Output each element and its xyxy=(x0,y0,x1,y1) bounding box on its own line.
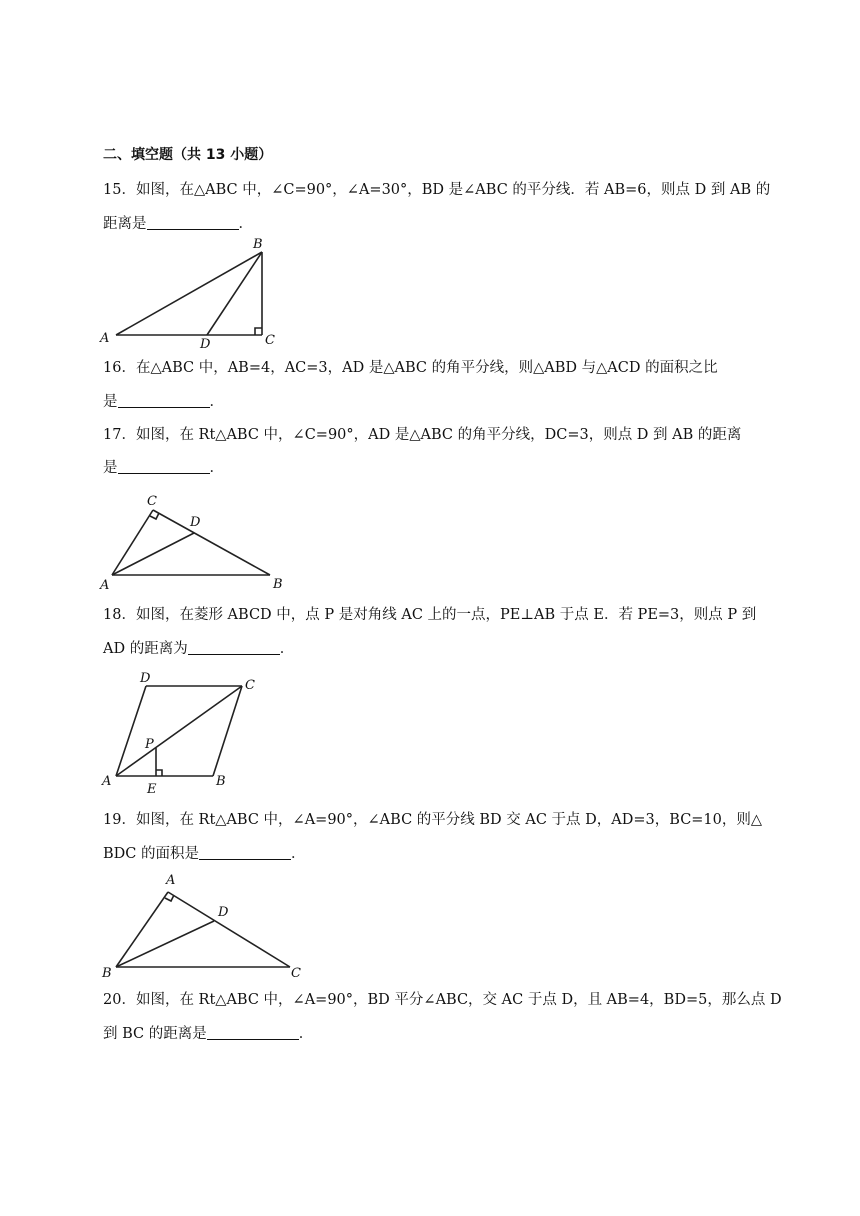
q15-segment-bd xyxy=(207,252,262,335)
q15-answer-blank[interactable] xyxy=(147,215,239,230)
q18-right-angle-mark xyxy=(156,770,162,776)
q15-text-line1: 15．如图，在△ABC 中，∠C=90°，∠A=30°，BD 是∠ABC 的平分线．若 AB=6，则点 D 到 AB 的 xyxy=(103,182,771,198)
q17-figure xyxy=(100,490,300,592)
q18-segment-bc xyxy=(213,686,242,776)
q15-segment-ab xyxy=(116,252,262,335)
q17-label-b: B xyxy=(273,577,283,592)
q17-suffix: ． xyxy=(209,460,224,476)
q17-text-line1: 17．如图，在 Rt△ABC 中，∠C=90°，AD 是△ABC 的角平分线，DC=3，则点 D 到 AB 的距离 xyxy=(103,427,742,443)
q18-text-line1: 18．如图，在菱形 ABCD 中，点 P 是对角线 AC 上的一点，PE⊥AB 于点 E．若 PE=3，则点 P 到 xyxy=(103,607,757,623)
q20-prefix: 到 BC 的距离是 xyxy=(103,1026,207,1042)
q18-segment-da xyxy=(116,686,146,776)
q15-label-a: A xyxy=(100,331,110,346)
q17-text-line2 xyxy=(103,458,224,478)
q15-figure xyxy=(100,234,290,350)
q16-prefix: 是 xyxy=(103,394,118,410)
q19-segment-ba xyxy=(116,892,168,967)
q15-label-c: C xyxy=(265,333,275,348)
q16-suffix: ． xyxy=(209,394,224,410)
q18-label-e: E xyxy=(147,782,157,797)
q19-label-b: B xyxy=(102,966,112,981)
q15-prefix: 距离是 xyxy=(103,216,147,232)
q19-answer-blank[interactable] xyxy=(199,845,291,860)
q17-segment-cb xyxy=(153,510,270,575)
q18-answer-blank[interactable] xyxy=(188,640,280,655)
q20-suffix: ． xyxy=(298,1026,314,1042)
q18-diagonal-ac xyxy=(116,686,242,776)
q15-text-line2 xyxy=(103,214,253,234)
q17-segment-ad xyxy=(112,533,194,575)
q18-prefix: AD 的距离为 xyxy=(103,641,188,657)
section-heading: 二、填空题（共 13 小题） xyxy=(103,147,273,163)
q18-label-a: A xyxy=(102,774,112,789)
q15-suffix: ． xyxy=(238,216,253,232)
q15-right-angle-mark xyxy=(255,328,262,335)
q17-answer-blank[interactable] xyxy=(118,459,210,474)
q20-text-line1: 20．如图，在 Rt△ABC 中，∠A=90°，BD 平分∠ABC，交 AC 于点 D，且 AB=4，BD=5，那么点 D xyxy=(103,992,782,1008)
q18-figure xyxy=(100,668,270,798)
q20-answer-blank[interactable] xyxy=(207,1025,299,1040)
q18-label-d: D xyxy=(140,671,151,686)
q18-suffix: ． xyxy=(279,641,295,657)
q18-label-b: B xyxy=(216,774,226,789)
q16-text-line1: 16．在△ABC 中，AB=4，AC=3，AD 是△ABC 的角平分线，则△ABD 与△ACD 的面积之比 xyxy=(103,360,718,376)
q15-label-b: B xyxy=(253,237,263,252)
q18-label-p: P xyxy=(145,737,154,752)
q19-segment-ac xyxy=(168,892,290,967)
q19-figure xyxy=(100,864,310,984)
q17-label-c: C xyxy=(147,494,157,509)
q19-text-line2 xyxy=(103,844,305,864)
q19-text-line1: 19．如图，在 Rt△ABC 中，∠A=90°，∠ABC 的平分线 BD 交 AC 于点 D，AD=3，BC=10，则△ xyxy=(103,812,763,828)
q16-text-line2 xyxy=(103,392,224,412)
q18-text-line2 xyxy=(103,639,294,659)
q19-prefix: BDC 的面积是 xyxy=(103,846,199,862)
q19-suffix: ． xyxy=(290,846,306,862)
q19-label-c: C xyxy=(291,966,301,981)
q19-label-a: A xyxy=(166,873,176,888)
q20-text-line2 xyxy=(103,1024,313,1044)
q19-segment-bd xyxy=(116,921,214,967)
q18-label-c: C xyxy=(245,678,255,693)
q17-prefix: 是 xyxy=(103,460,118,476)
q15-label-d: D xyxy=(200,337,211,352)
q17-label-a: A xyxy=(100,578,110,593)
q19-right-angle-mark xyxy=(165,895,174,901)
q16-answer-blank[interactable] xyxy=(118,393,210,408)
q19-label-d: D xyxy=(218,905,229,920)
q17-label-d: D xyxy=(190,515,201,530)
